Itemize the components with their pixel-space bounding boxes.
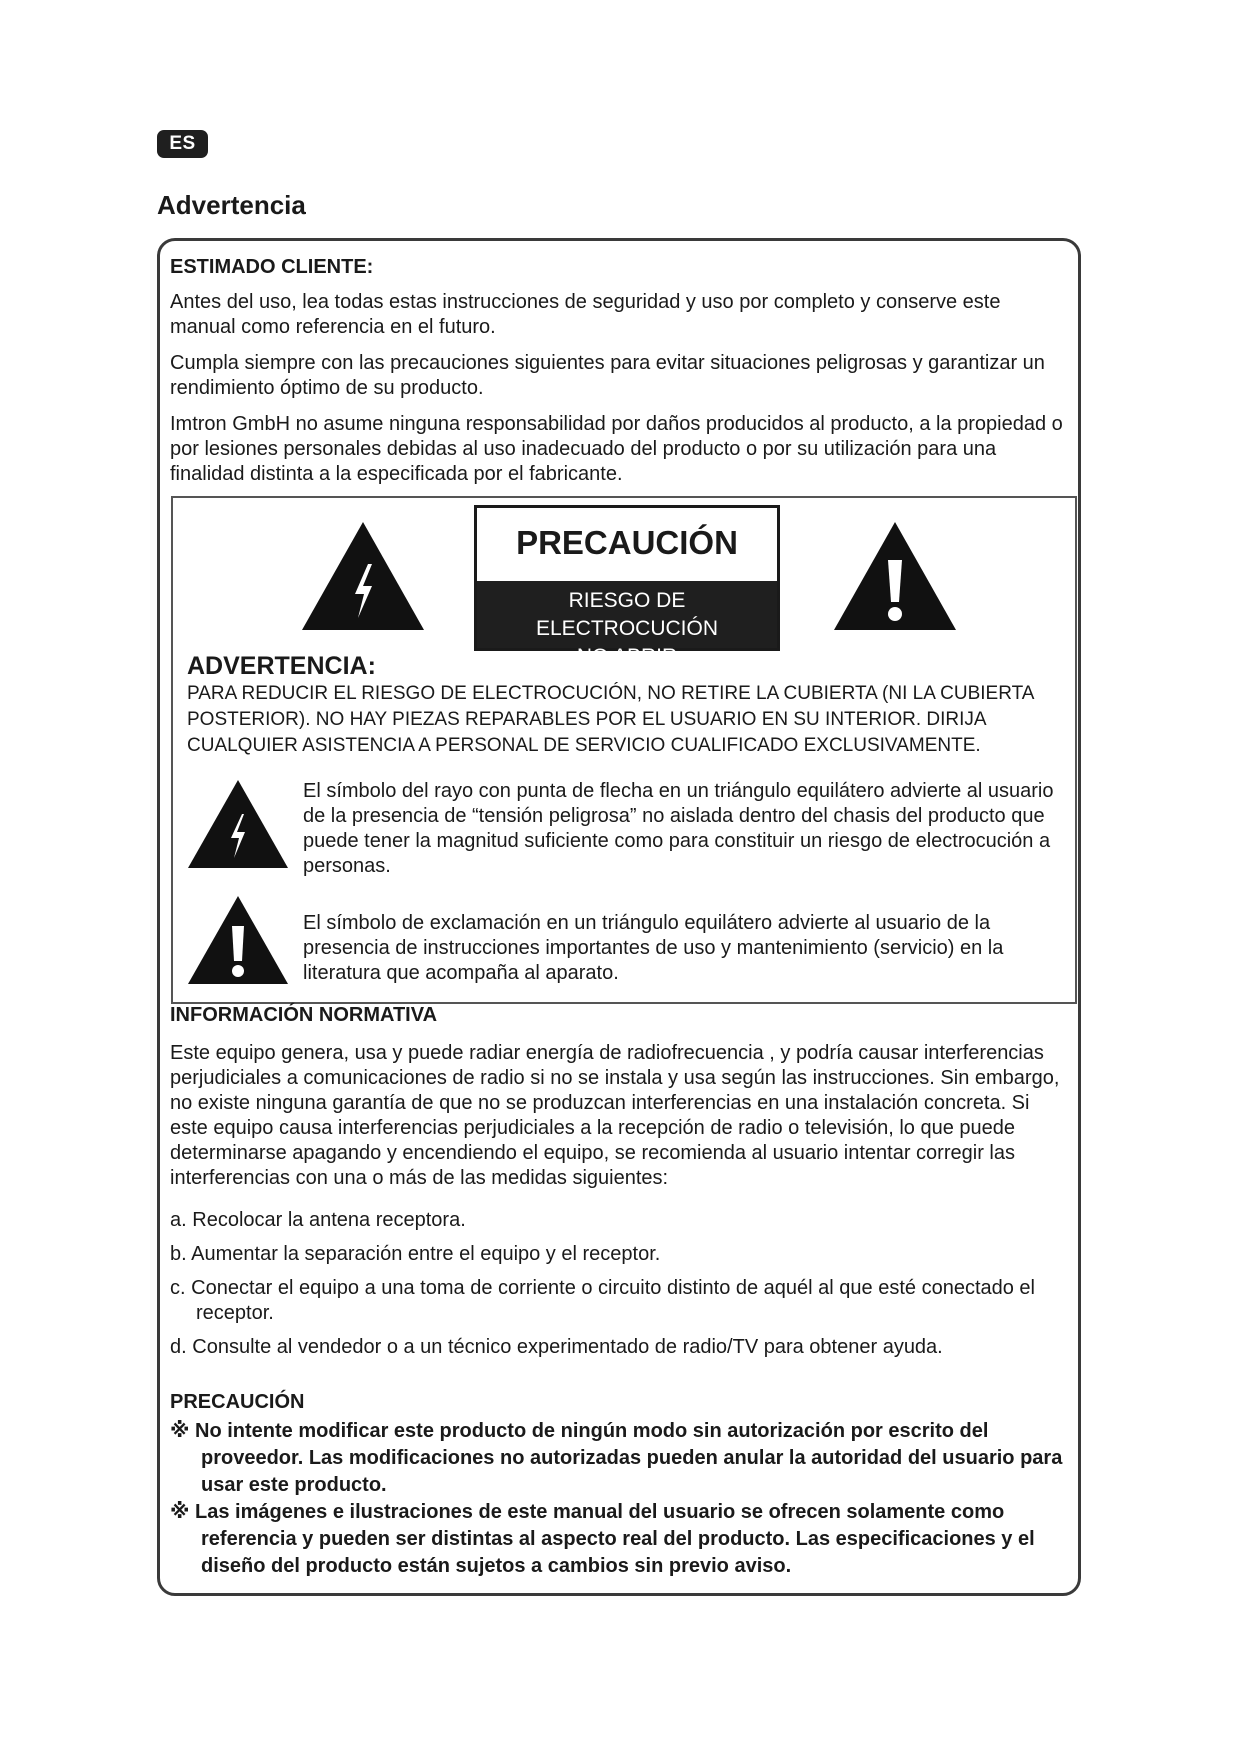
caution-label-subtitle — [477, 581, 777, 668]
list-marker: a. — [170, 1209, 187, 1231]
exclamation-symbol-icon — [186, 894, 290, 986]
warning-title: ADVERTENCIA: — [187, 652, 376, 680]
precaution-heading: PRECAUCIÓN — [170, 1391, 305, 1413]
note-text: No intente modificar este producto de ningún modo sin autorización por escrito del proveedor. Las modificaciones no autorizadas pueden anular la autoridad del usuario para usar este producto. — [195, 1420, 1063, 1496]
note-marker: ※ — [170, 1420, 190, 1442]
regulatory-text: Este equipo genera, usa y puede radiar energía de radiofrecuencia , y podría causar interferencias perjudiciales a comunicaciones de radio si no se instala y usa según las instrucciones. Sin embargo, no existe ninguna garantía de que no se produzcan interferencias en una instalación concreta. Si este equipo causa interferencias perjudiciales a la recepción de radio o televisión, lo que puede determinarse apagando y encendiendo el equipo, se recomienda al usuario intentar corregir las interferencias con una o más de las medidas siguientes: — [170, 1042, 1060, 1189]
note-marker: ※ — [170, 1501, 190, 1523]
language-badge: ES — [157, 130, 208, 158]
lightning-symbol-description: El símbolo del rayo con punta de flecha en un triángulo equilátero advierte al usuario de la presencia de “tensión peligrosa” no aislada dentro del chasis del producto que puede tener la magnitud suficiente como para constituir un riesgo de electrocución a personas. — [303, 780, 1054, 877]
list-item — [170, 1208, 1070, 1233]
list-text: Consulte al vendedor o a un técnico experimentado de radio/TV para obtener ayuda. — [192, 1336, 943, 1358]
list-item — [170, 1335, 1070, 1360]
caution-label-title: PRECAUCIÓN — [516, 524, 738, 561]
customer-paragraph-1: Antes del uso, lea todas estas instrucciones de seguridad y uso por completo y conserve este manual como referencia en el futuro. — [170, 291, 1001, 338]
list-text: Recolocar la antena receptora. — [192, 1209, 466, 1231]
customer-paragraph-3: Imtron GmbH no asume ninguna responsabilidad por daños producidos al producto, a la propiedad o por lesiones personales debidas al uso inadecuado del producto o por su utilización para una finalidad distinta a la especificada por el fabricante. — [170, 413, 1063, 485]
list-marker: b. — [170, 1243, 187, 1265]
exclamation-warning-icon — [832, 520, 958, 632]
electric-shock-warning-icon — [300, 520, 426, 632]
precaution-notes — [170, 1418, 1070, 1580]
precaution-note — [170, 1418, 1070, 1499]
customer-paragraph-2: Cumpla siempre con las precauciones siguientes para evitar situaciones peligrosas y garantizar un rendimiento óptimo de su producto. — [170, 352, 1045, 399]
regulatory-heading: INFORMACIÓN NORMATIVA — [170, 1004, 438, 1026]
list-text: Conectar el equipo a una toma de corriente o circuito distinto de aquél al que esté conectado el receptor. — [191, 1277, 1036, 1324]
page-title: Advertencia — [157, 190, 306, 220]
list-marker: c. — [170, 1277, 186, 1299]
customer-heading: ESTIMADO CLIENTE: — [170, 256, 374, 278]
list-item — [170, 1276, 1070, 1326]
caution-label — [474, 505, 780, 668]
exclamation-symbol-description: El símbolo de exclamación en un triángulo equilátero advierte al usuario de la presencia de instrucciones importantes de uso y mantenimiento (servicio) en la literatura que acompaña al aparato. — [303, 912, 1004, 984]
caution-label-line-2: NO ABRIR — [576, 645, 678, 668]
regulatory-list — [170, 1208, 1070, 1360]
lightning-symbol-icon — [186, 778, 290, 870]
list-marker: d. — [170, 1336, 187, 1358]
caution-label-line-1: RIESGO DE ELECTROCUCIÓN — [535, 589, 719, 640]
note-text: Las imágenes e ilustraciones de este manual del usuario se ofrecen solamente como referencia y pueden ser distintas al aspecto real del producto. Las especificaciones y el diseño del producto están sujetos a cambios sin previo aviso. — [195, 1501, 1035, 1577]
precaution-note — [170, 1499, 1070, 1580]
list-item — [170, 1242, 1070, 1267]
list-text: Aumentar la separación entre el equipo y el receptor. — [191, 1243, 661, 1265]
warning-text: PARA REDUCIR EL RIESGO DE ELECTROCUCIÓN, NO RETIRE LA CUBIERTA (NI LA CUBIERTA POSTERIOR). NO HAY PIEZAS REPARABLES POR EL USUARIO EN SU INTERIOR. DIRIJA CUALQUIER ASISTENCIA A PERSONAL DE SERVICIO CUALIFICADO EXCLUSIVAMENTE. — [187, 683, 1034, 756]
